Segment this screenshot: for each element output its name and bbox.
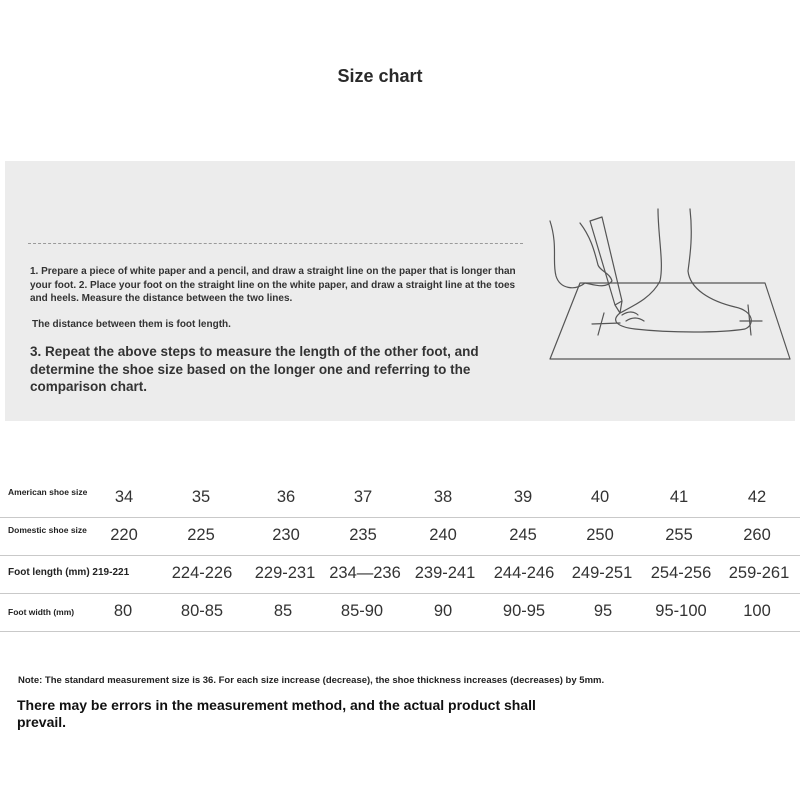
table-cell: 240: [429, 526, 457, 544]
table-cell: 90-95: [502, 602, 546, 620]
table-cell: 224-226: [171, 564, 233, 582]
table-cell: 260: [743, 526, 771, 544]
table-cell: 80: [113, 602, 133, 620]
table-cell: 37: [353, 488, 373, 506]
instruction-steps-1-2: 1. Prepare a piece of white paper and a pencil, and draw a straight line on the paper that is longer than your foot. 2. Place your foot on the straight line on the white paper, and draw a straight line at the toes and heels. Measure the distance between the two lines.: [30, 266, 516, 304]
foot-measurement-illustration: [540, 201, 795, 376]
instruction-step-3: 3. Repeat the above steps to measure the length of the other foot, and determine the shoe size based on the longer one and referring to the comparison chart.: [30, 344, 479, 394]
disclaimer-text: There may be errors in the measurement method, and the actual product shall prevail.: [17, 697, 536, 730]
table-cell: 85: [273, 602, 293, 620]
table-row: [0, 518, 800, 556]
page-title: Size chart: [337, 66, 423, 86]
table-cell: 34: [114, 488, 134, 506]
table-cell: 239-241: [414, 564, 476, 582]
row-label: Domestic shoe size: [8, 525, 87, 535]
table-cell: 41: [669, 488, 689, 506]
table-cell: 259-261: [728, 564, 790, 582]
table-cell: 38: [433, 488, 453, 506]
table-cell: 90: [433, 602, 453, 620]
table-cell: 225: [187, 526, 215, 544]
table-cell: 95-100: [655, 602, 707, 620]
table-row: [0, 594, 800, 632]
table-cell: 255: [665, 526, 693, 544]
table-cell: 36: [276, 488, 296, 506]
table-cell: 100: [743, 602, 771, 620]
row-label: American shoe size: [8, 487, 88, 497]
instructions-panel: [5, 161, 795, 421]
toe-mark: [592, 313, 620, 335]
table-cell: 249-251: [571, 564, 633, 582]
hand-outline: [550, 221, 612, 288]
size-comparison-table: [0, 480, 800, 632]
table-row: [0, 556, 800, 594]
table-cell: 80-85: [180, 602, 224, 620]
table-row: [0, 480, 800, 518]
dashed-divider: [28, 243, 523, 244]
table-cell: 85-90: [340, 602, 384, 620]
table-cell: 35: [191, 488, 211, 506]
table-cell: 229-231: [254, 564, 316, 582]
table-cell: 220: [110, 526, 138, 544]
measurement-footnote: Note: The standard measurement size is 36. For each size increase (decrease), the shoe thickness increases (decreases) by 5mm.: [18, 675, 605, 686]
table-cell: 245: [509, 526, 537, 544]
table-cell: 42: [747, 488, 767, 506]
table-cell: 244-246: [493, 564, 555, 582]
foot-length-note: The distance between them is foot length.: [32, 319, 231, 330]
table-cell: 250: [586, 526, 614, 544]
table-cell: 40: [590, 488, 610, 506]
table-cell: 234—236: [329, 564, 401, 582]
pencil: [590, 217, 622, 313]
row-label: Foot width (mm): [8, 607, 75, 617]
table-cell: 230: [272, 526, 300, 544]
table-cell: 95: [593, 602, 613, 620]
table-cell: 235: [349, 526, 377, 544]
row-label: Foot length (mm) 219-221: [8, 567, 130, 578]
table-cell: 254-256: [650, 564, 712, 582]
table-cell: 39: [513, 488, 533, 506]
